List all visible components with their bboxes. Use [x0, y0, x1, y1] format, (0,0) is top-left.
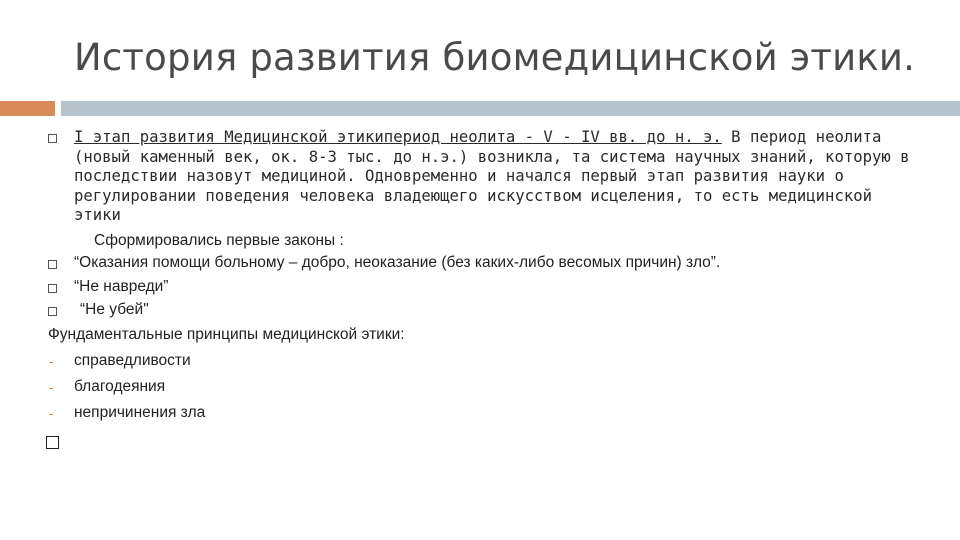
accent-bar-blue: [61, 101, 960, 116]
paragraph-first-stage: [74, 128, 914, 226]
dash-bullet-icon: -: [49, 354, 54, 369]
law-item-1: “Оказания помощи больному – добро, неоказание (без каких-либо весомых причин) зло”.: [74, 254, 721, 271]
principle-item-1: справедливости: [74, 352, 191, 369]
principle-item-3: непричинения зла: [74, 404, 206, 421]
square-bullet-icon: [48, 134, 57, 143]
square-bullet-icon: [48, 284, 57, 293]
principles-heading: Фундаментальные принципы медицинской этики:: [48, 326, 405, 343]
empty-bullet-box-icon: [46, 436, 59, 449]
first-stage-heading: I этап развития Медицинской этикипериод неолита - V - IV вв. до н. э.: [74, 128, 722, 146]
dash-bullet-icon: -: [49, 406, 54, 421]
laws-intro: Сформировались первые законы :: [94, 232, 344, 249]
law-item-2: “Не навреди”: [74, 278, 169, 295]
accent-bar-orange: [0, 101, 55, 116]
dash-bullet-icon: -: [49, 380, 54, 395]
square-bullet-icon: [48, 260, 57, 269]
square-bullet-icon: [48, 307, 57, 316]
slide-title: История развития биомедицинской этики.: [74, 36, 916, 79]
law-item-3: “Не убей": [80, 301, 149, 318]
first-stage-text: В период неолита (новый каменный век, ок. 8-3 тыс. до н.э.) возникла, та система научных знаний, которую в последствии назовут медициной. Одновременно и начался первый этап развития науки о регулировании поведения человека владеющего искусством исцеления, то есть медицинской этики: [74, 128, 910, 224]
principle-item-2: благодеяния: [74, 378, 166, 395]
